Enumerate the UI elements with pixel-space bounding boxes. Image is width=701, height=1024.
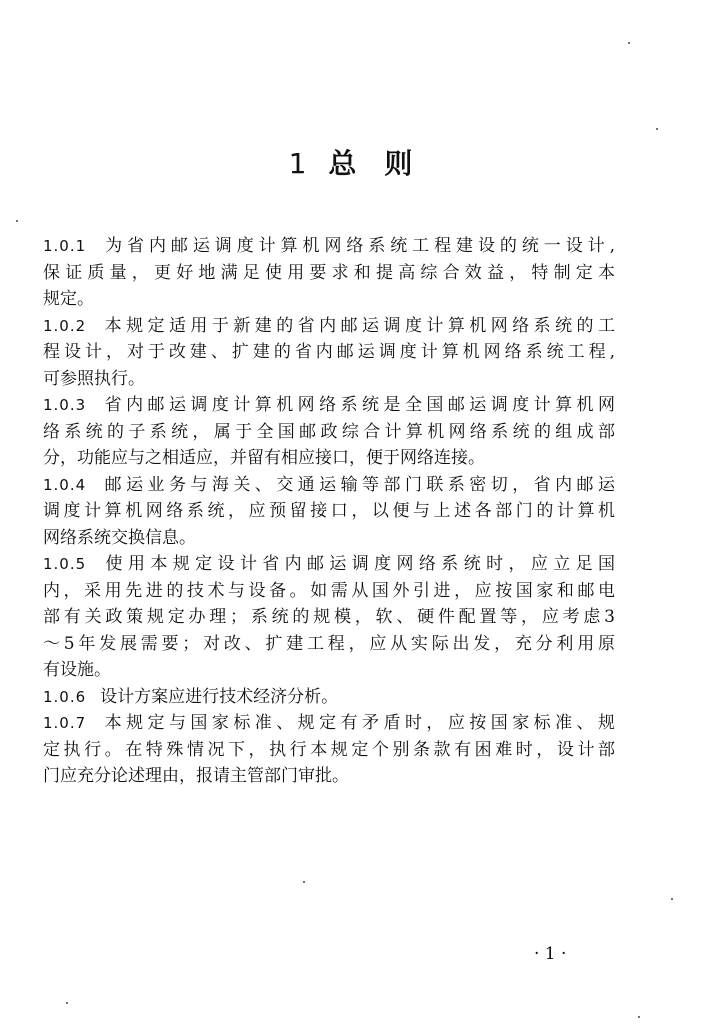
scan-speck [671, 898, 673, 900]
clause-1-0-7 [43, 710, 615, 790]
text-line: 程设计，对于改建、扩建的省内邮运调度计算机网络系统工程, [43, 342, 615, 362]
chapter-title-part1: 总 [328, 147, 357, 180]
text-line: 1.0.6 设计方案应进行技术经济分析。 [43, 686, 339, 707]
text-line: 1.0.1 为省内邮运调度计算机网络系统工程建设的统一设计, [43, 236, 615, 256]
clause-number: 1.0.2 [43, 316, 87, 335]
text-line: ～5年发展需要；对改、扩建工程，应从实际出发，充分利用原 [43, 633, 615, 654]
text-line: 调度计算机网络系统，应预留接口，以便与上述各部门的计算机 [43, 501, 615, 521]
clause-1-0-6 [43, 684, 615, 711]
chapter-title [0, 142, 701, 182]
text-line: 规定。 [43, 289, 94, 309]
text-line: 1.0.3 省内邮运调度计算机网络系统是全国邮运调度计算机网 [43, 395, 615, 415]
text-line: 络系统的子系统，属于全国邮政综合计算机网络系统的组成部 [43, 421, 615, 442]
clause-number: 1.0.5 [43, 555, 87, 573]
scan-speck [303, 881, 305, 883]
scan-speck [16, 220, 18, 222]
clause-1-0-3 [43, 392, 615, 472]
body-text [43, 233, 615, 790]
text-line: 保证质量，更好地满足使用要求和提高综合效益，特制定本 [43, 262, 615, 283]
clause-1-0-1 [43, 233, 615, 313]
text-line: 1.0.2 本规定适用于新建的省内邮运调度计算机网络系统的工 [43, 315, 615, 336]
text-line: 1.0.5 使用本规定设计省内邮运调度网络系统时，应立足国 [43, 554, 615, 574]
scan-speck [66, 1002, 68, 1004]
text-line: 有设施。 [43, 660, 111, 680]
text-line: 门应充分论述理由，报请主管部门审批。 [43, 766, 349, 786]
text-line: 定执行。在特殊情况下，执行本规定个别条款有困难时，设计部 [43, 739, 615, 760]
clause-number: 1.0.1 [43, 237, 87, 255]
clause-1-0-2 [43, 313, 615, 393]
chapter-title-part2: 则 [384, 147, 413, 180]
clause-number: 1.0.6 [43, 687, 87, 706]
page-number: · 1 · [534, 944, 567, 964]
text-line: 1.0.7 本规定与国家标准、规定有矛盾时，应按国家标准、规 [43, 713, 615, 733]
text-line: 部有关政策规定办理；系统的规模，软、硬件配置等，应考虑3 [43, 607, 615, 627]
scan-speck [628, 42, 630, 44]
text-line: 1.0.4 邮运业务与海关、交通运输等部门联系密切，省内邮运 [43, 474, 615, 495]
scan-speck [656, 128, 658, 130]
text-line: 分，功能应与之相适应，并留有相应接口，便于网络连接。 [43, 448, 485, 468]
text-line: 可参照执行。 [43, 368, 145, 389]
scan-speck [638, 1016, 640, 1018]
clause-1-0-5 [43, 551, 615, 684]
text-line: 网络系统交换信息。 [43, 527, 196, 548]
chapter-number: 1 [288, 147, 307, 180]
clause-number: 1.0.7 [43, 714, 87, 732]
clause-number: 1.0.3 [43, 396, 87, 414]
text-line: 内，采用先进的技术与设备。如需从国外引进，应按国家和邮电 [43, 580, 615, 601]
clause-1-0-4 [43, 472, 615, 552]
clause-number: 1.0.4 [43, 475, 87, 494]
